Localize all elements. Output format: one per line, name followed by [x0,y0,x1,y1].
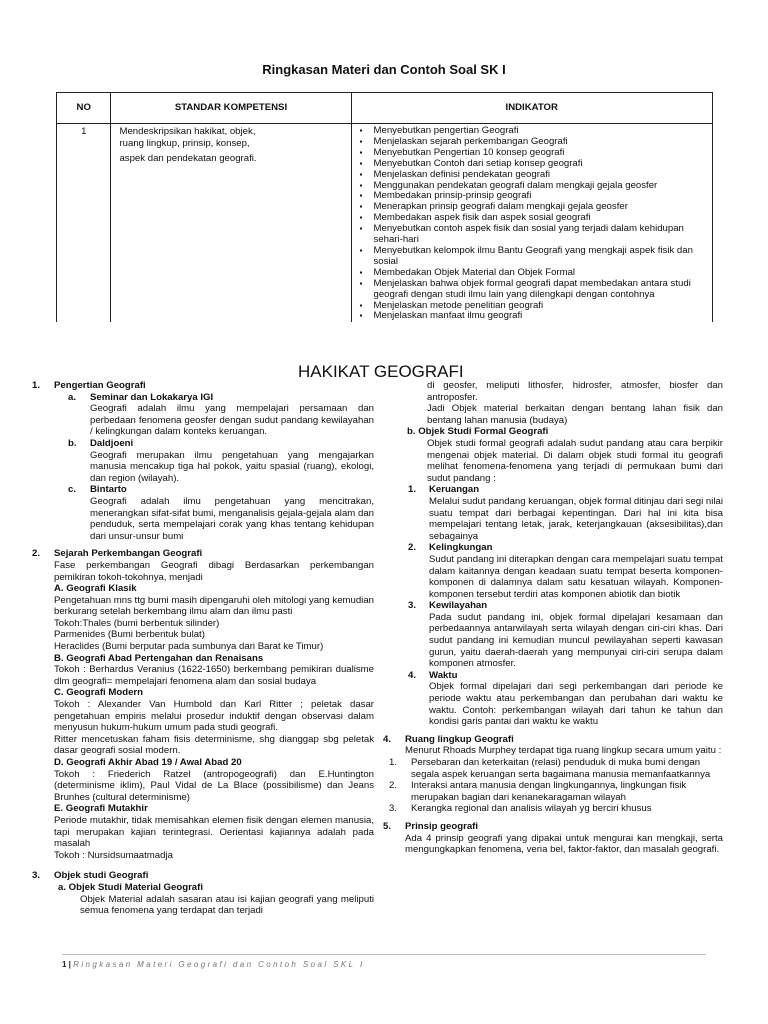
document-title: Ringkasan Materi dan Contoh Soal SK I [262,62,506,77]
paragraph: Jadi Objek material berkaitan dengan bentang lahan fisik dan bentang lahan manusia (budaya) [427,403,723,426]
right-column [383,380,723,856]
paragraph: Ada 4 prinsip geografi yang dipakai untuk mengurai kan mengkaji, serta mengungkapkan fenomena, veria bel, faktor-faktor, dan masalah geografi. [405,832,723,856]
indikator-item: ▪ Membedakan aspek fisik dan aspek sosial geografi [360,213,709,224]
list-item [383,803,723,815]
paragraph: Tokoh : Berhardus Veranius (1622-1650) berkembang pemikiran dualisme dlm geografi= mempelajari fenomena alam dan sosial budaya [54,664,374,687]
table-row [57,124,713,323]
subsection-title: a. Objek Studi Material Geografi [58,881,204,893]
indikator-item: ▪ Menyebutkan Pengertian 10 konsep geografi [360,148,709,159]
phase-title: A. Geografi Klasik [54,583,137,595]
viewpoint-heading [383,542,723,554]
section-number: 1. [32,380,41,391]
indikator-item: ▪ Menjelaskan metode penelitian geografi [360,301,709,312]
paragraph: Fase perkembangan Geografi dibagi Berdasarkan perkembangan pemikiran tokoh-tokohnya, menjadi [54,559,374,583]
indikator-item: ▪ Menyebutkan contoh aspek fisik dan sosial yang terjadi dalam kehidupan sehari-hari [360,224,709,246]
paragraph: Pengetahuan mns ttg bumi masih dipengaruhi oleh mitologi yang kemudian berkurang setelah berkembang ilmu alam dan ilmu pasti [54,594,374,618]
page-footer: 1 | Ringkasan Materi Geografi dan Contoh Soal SKL I [62,960,365,969]
section-number: 5. [383,820,392,832]
viewpoint-title: Kewilayahan [429,600,488,612]
paragraph: Parmenides (Bumi berbentuk bulat) [54,629,205,641]
section-title: Prinsip geografi [405,820,479,832]
paragraph: Menurut Rhoads Murphey terdapat tiga ruang lingkup secara umum yaitu : [405,745,722,757]
subsection-letter: b. [68,437,77,449]
viewpoint-title: Kelingkungan [429,542,493,554]
header-no: NO [57,93,111,124]
paragraph: Tokoh : Friederich Ratzel (antropogeografi) dan E.Huntington (determinisme iklim), Paul Vidal de La Blace (possibilisme) dan Jeans Brunhes (cultural determinisme) [54,768,374,803]
list-text: Interaksi antara manusia dengan lingkungannya, lingkungan fisik merupakan bagian dari kenanekaragaman wilayah [411,780,687,803]
section-heading [383,821,723,833]
list-number: 3. [389,803,398,815]
list-text: Persebaran dan keterkaitan (relasi) penduduk di muka bumi dengan segala aspek keruangan serta bagaimana manusia memanfaatkannya [411,757,711,780]
indikator-item: ▪ Menjelaskan bahwa objek formal geografi dapat membedakan antara studi geografi dengan studi ilmu lain yang dilengkapi dengan contohnya [360,279,709,301]
list-number: 1. [389,757,398,768]
row-number: 1 [57,124,111,323]
section-heading [32,380,374,392]
paragraph: Tokoh : Nursidsumaatmadja [54,849,173,861]
indikator-item: ▪ Menyebutkan Contoh dari setiap konsep geografi [360,159,709,170]
paragraph: Ritter mencetuskan faham fisis determinisme, shg dianggap sbg peletak dasar geografi sosial modern. [54,733,374,757]
page-number: 1 [62,960,67,969]
header-indikator: INDIKATOR [351,93,713,124]
paragraph: Heraclides (Bumi berputar pada sumbunya dari Barat ke Timur) [54,641,324,653]
subsection-title: b. Objek Studi Formal Geografi [407,426,549,438]
paragraph: Sudut pandang ini diterapkan dengan cara mempelajari suatu tempat dalam kaitannya dengan keadaan suatu tempat beserta komponen-komponen di dalamnya dalam satu kesatuan wilayah. Komponen-komponen tersebut terdiri atas komponen abiotik dan biotik [429,553,723,600]
paragraph: Tokoh:Thales (bumi berbentuk silinder) [54,617,220,629]
section-number: 3. [32,870,41,882]
paragraph: Pada sudut pandang ini, objek formal dipelajari kesamaan dan perbedaannya antarwilayah serta wilayah dengan ciri-ciri khas. Dari sudut pandang ini kemudian muncul pewilayahan seperti kawasan gurun, yaitu daerah-daerah yang mempunyai ciri-ciri serupa dalam komponen atmosfer. [429,611,723,670]
indikator-item: ▪ Menerapkan prinsip geografi dalam mengkaji gejala geosfer [360,202,709,213]
viewpoint-heading [383,600,723,612]
section-title: Pengertian Geografi [54,380,146,391]
indikator-item: ▪ Menjelaskan manfaat ilmu geografi [360,311,709,322]
indikator-item: ▪ Membedakan Objek Material dan Objek Formal [360,268,709,279]
footer-text: Ringkasan Materi Geografi dan Contoh Soal SKL I [73,960,365,969]
competency-table [56,92,713,322]
viewpoint-heading [383,670,723,682]
viewpoint-number: 3. [408,600,417,612]
standar-kompetensi-cell [111,124,351,323]
sk-line: Mendeskripsikan hakikat, objek, [119,126,256,137]
subsection-heading [32,392,374,404]
section-title: Sejarah Perkembangan Geografi [54,548,203,560]
indikator-item: ▪ Menyebutkan kelompok ilmu Bantu Geografi yang mengkaji aspek fisik dan sosial [360,246,709,268]
viewpoint-number: 1. [408,484,417,496]
table-header-row [57,93,713,124]
section-heading [383,734,723,746]
section-number: 2. [32,548,41,560]
indikator-item: ▪ Menjelaskan sejarah perkembangan Geografi [360,137,709,148]
paragraph: Periode mutakhir, tidak memisahkan elemen fisik dengan elemen manusia, tapi merupakan kajian terintegrasi. Oerientasi kajiannya adalah pada masalah [54,814,374,850]
paragraph: Geografi merupakan ilmu pengetahuan yang mengajarkan manusia mencakup tiga hal pokok, yaitu spasial (ruang), ekologi, dan region (wilayah). [90,449,374,484]
section-title: Objek studi Geografi [54,870,149,882]
section-title: Ruang lingkup Geografi [405,733,514,745]
sk-line: ruang lingkup, prinsip, konsep, [119,137,250,149]
sk-line: aspek dan pendekatan geografi. [119,153,257,165]
footer-divider [62,954,706,955]
paragraph: Melalui sudut pandang keruangan, objek formal ditinjau dari segi nilai suatu tempat dari berbagai kepentingan. Dari hal ini kita bisa mempelajari tentang letak, jarak, keterjangkauan (aksesibilitas),dan sebagainya [429,495,723,542]
subsection-title: Seminar dan Lokakarya IGI [90,391,214,403]
subsection-letter: a. [68,391,77,403]
indikator-item: ▪ Membedakan prinsip-prinsip geografi [360,191,709,202]
indikator-cell [351,124,713,323]
indikator-item: ▪ Menggunakan pendekatan geografi dalam mengkaji gejala geosfer [360,181,709,192]
header-standar-kompetensi: STANDAR KOMPETENSI [111,93,351,124]
section-heading [32,870,374,882]
paragraph: di geosfer, meliputi lithosfer, hidrosfer, atmosfer, biosfer dan antroposfer. [427,380,723,403]
paragraph: Objek Material adalah sasaran atau isi kajian geografi yang meliputi semua fenomena yang terdapat dan terjadi [80,893,374,917]
list-item [383,780,723,803]
subsection-title: Bintarto [90,484,127,496]
subsection-heading [32,484,374,496]
list-item [383,757,723,780]
phase-title: D. Geografi Akhir Abad 19 / Awal Abad 20 [54,757,242,768]
viewpoint-title: Keruangan [429,484,480,496]
phase-title: C. Geografi Modern [54,687,144,699]
list-number: 2. [389,780,398,792]
section-heading: HAKIKAT GEOGRAFI [298,362,464,381]
subsection-letter: c. [68,484,77,496]
viewpoint-title: Waktu [429,669,458,681]
viewpoint-number: 2. [408,542,417,554]
indikator-list [352,124,713,322]
paragraph: Objek formal dipelajari dari segi perkembangan dari periode ke periode waktu atau perkembangan dan perubahan dari waktu ke waktu. Contoh: perkembangan wilayah dari tahun ke tahun dan kondisi garis pantai dari waktu ke waktu [429,681,723,728]
subsection-heading [32,438,374,450]
paragraph: Objek studi formal geografi adalah sudut pandang atau cara berpikir mengenai objek material. Di dalam objek studi formal itu geografi melihat fenomena-fenomena yang terjadi di permukaan bumi dari sudut pandang : [427,437,723,484]
paragraph: Tokoh : Alexander Van Humbold dan Karl Ritter ; peletak dasar pengetahuan empiris melalui prosedur induktif dengan observasi dalam menyusun hukum-hukum umum pada studi geografi. [54,699,374,734]
list-text: Kerangka regional dan analisis wilayah yg berciri khusus [411,803,652,815]
viewpoint-heading [383,484,723,496]
left-column [32,380,374,917]
section-number: 4. [383,733,392,745]
subsection-title: Daldjoeni [90,437,134,449]
viewpoint-number: 4. [408,669,417,681]
phase-title: E. Geografi Mutakhir [54,803,148,815]
paragraph: Geografi adalah ilmu yang mempelajari persamaan dan perbedaan fenomena geosfer dengan sudut pandang kewilayahan / kelingkungan dalam konteks keruangan. [90,403,374,438]
indikator-item: ▪ Menjelaskan definisi pendekatan geografi [360,170,709,181]
indikator-item: ▪ Menyebutkan pengertian Geografi [360,126,709,137]
phase-title: B. Geografi Abad Pertengahan dan Renaisans [54,652,264,664]
paragraph: Geografi adalah ilmu pengetahuan yang mencitrakan, menerangkan sifat-sifat bumi, menganalisis gejala-gejala alam dan penduduk, serta mempelajari corak yang khas tentang kehidupan dari unsur-unsur bumi [90,495,374,542]
section-heading [32,548,374,560]
